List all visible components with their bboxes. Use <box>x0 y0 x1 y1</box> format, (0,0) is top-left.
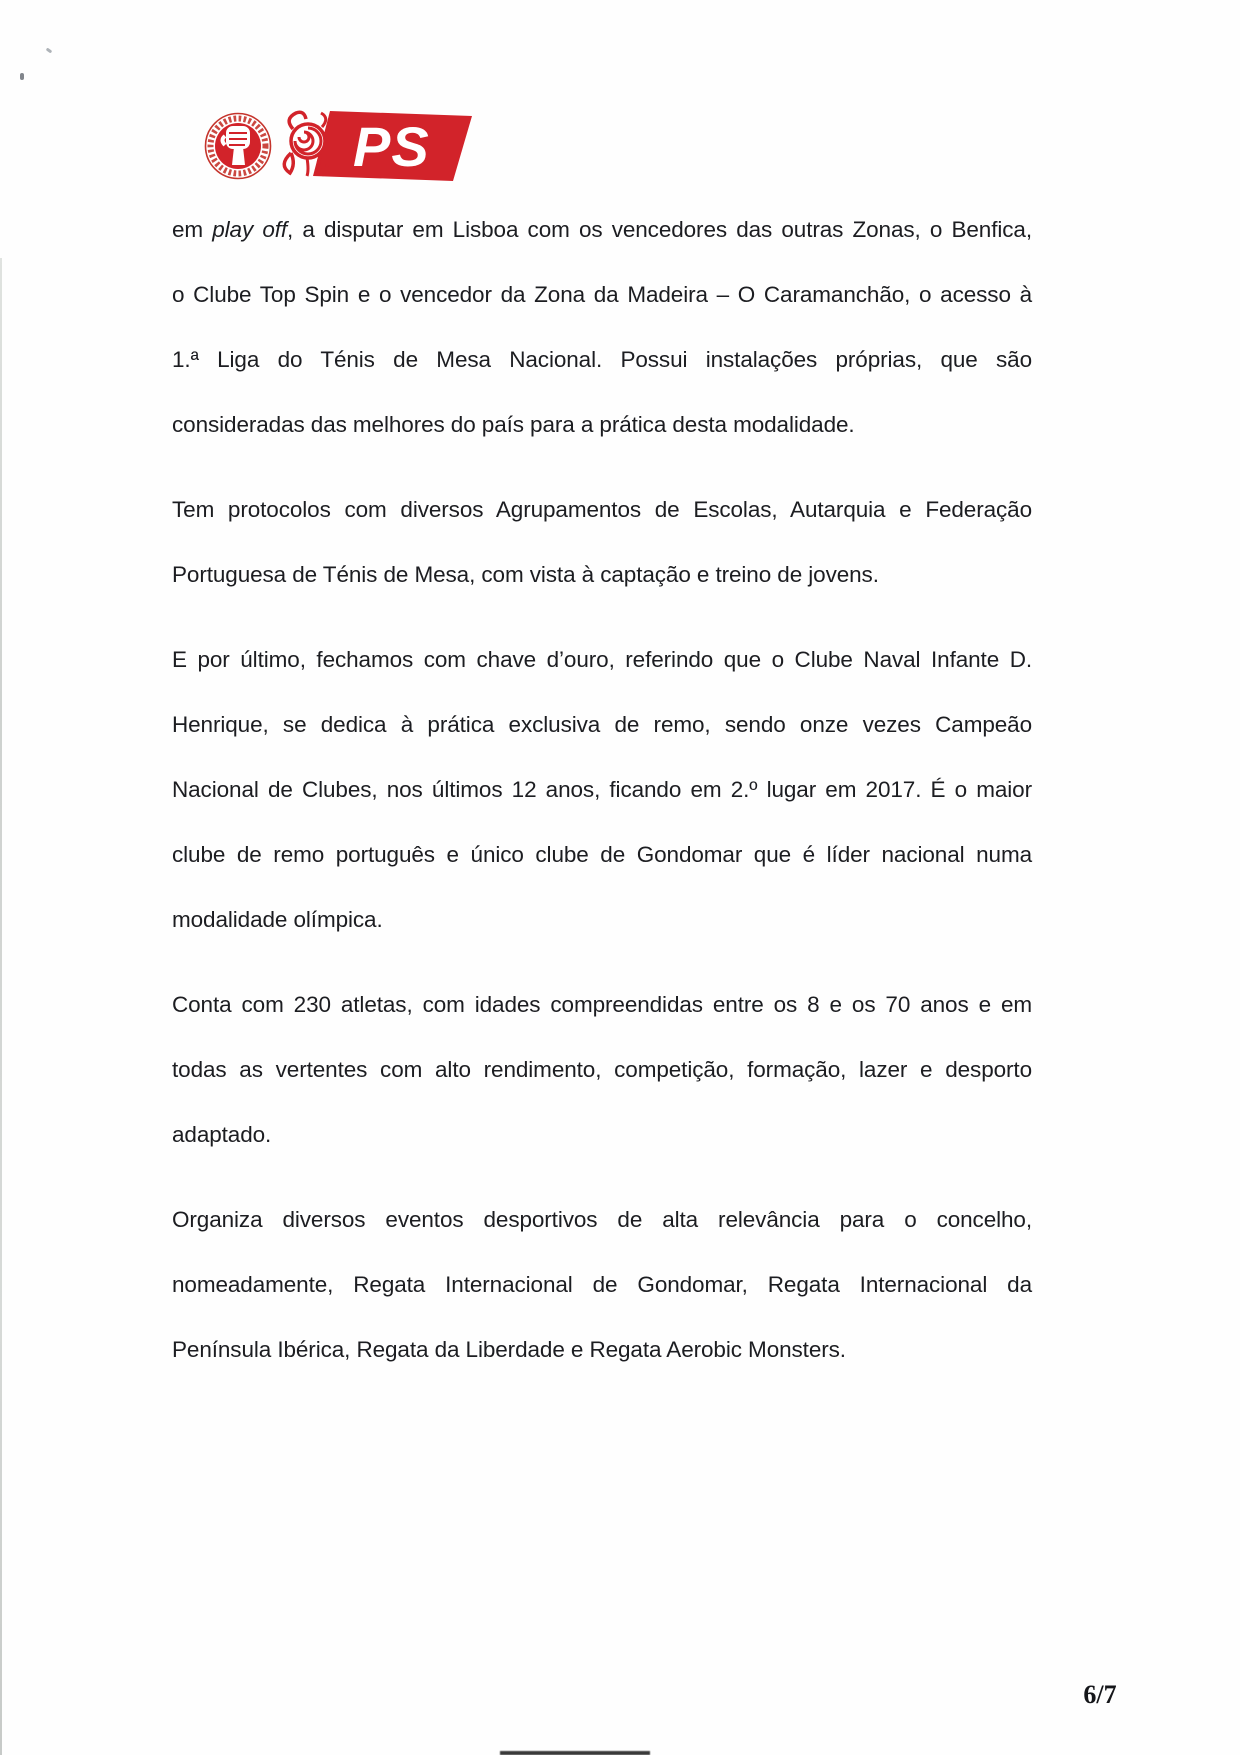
text-line: adaptado. <box>172 1122 272 1147</box>
text-line: Nacional de Clubes, nos últimos 12 anos, ficando em 2.º lugar em 2017. É o maior <box>172 777 1032 802</box>
text-line: consideradas das melhores do país para a prática desta modalidade. <box>172 412 855 437</box>
paragraph <box>172 1187 1032 1382</box>
page-number: 6/7 <box>1083 1680 1117 1709</box>
text-line: modalidade olímpica. <box>172 907 383 932</box>
text-line: Conta com 230 atletas, com idades compreendidas entre os 8 e os 70 anos e em <box>172 992 1032 1017</box>
scan-edge-artifact <box>0 258 2 1755</box>
svg-text:PS: PS <box>353 115 430 178</box>
scan-speck-artifact <box>46 48 53 54</box>
paragraph <box>172 197 1032 457</box>
text-line: E por último, fechamos com chave d’ouro, referindo que o Clube Naval Infante D. <box>172 647 1032 672</box>
text-line: Henrique, se dedica à prática exclusiva de remo, sendo onze vezes Campeão <box>172 712 1032 737</box>
text-line: nomeadamente, Regata Internacional de Gondomar, Regata Internacional da <box>172 1272 1032 1297</box>
paragraph <box>172 972 1032 1167</box>
text-line: clube de remo português e único clube de Gondomar que é líder nacional numa <box>172 842 1032 867</box>
ps-banner-icon <box>313 111 472 181</box>
text-line: 1.ª Liga do Ténis de Mesa Nacional. Possui instalações próprias, que são <box>172 347 1032 372</box>
text-line: todas as vertentes com alto rendimento, competição, formação, lazer e desporto <box>172 1057 1032 1082</box>
scan-smudge-artifact <box>500 1751 650 1755</box>
fist-seal-icon <box>206 114 271 179</box>
ps-logo <box>195 103 480 191</box>
text-line: Península Ibérica, Regata da Liberdade e Regata Aerobic Monsters. <box>172 1337 846 1362</box>
text-line: o Clube Top Spin e o vencedor da Zona da Madeira – O Caramanchão, o acesso à <box>172 282 1032 307</box>
document-body <box>172 197 1032 1402</box>
text-line: Tem protocolos com diversos Agrupamentos de Escolas, Autarquia e Federação <box>172 497 1032 522</box>
paragraph <box>172 627 1032 952</box>
scan-speck-artifact <box>20 73 24 80</box>
paragraph <box>172 477 1032 607</box>
text-line: Portuguesa de Ténis de Mesa, com vista à captação e treino de jovens. <box>172 562 879 587</box>
text-line: em play off, a disputar em Lisboa com os vencedores das outras Zonas, o Benfica, <box>172 217 1032 242</box>
ps-logo-graphic <box>195 103 480 191</box>
text-line: Organiza diversos eventos desportivos de alta relevância para o concelho, <box>172 1207 1032 1232</box>
